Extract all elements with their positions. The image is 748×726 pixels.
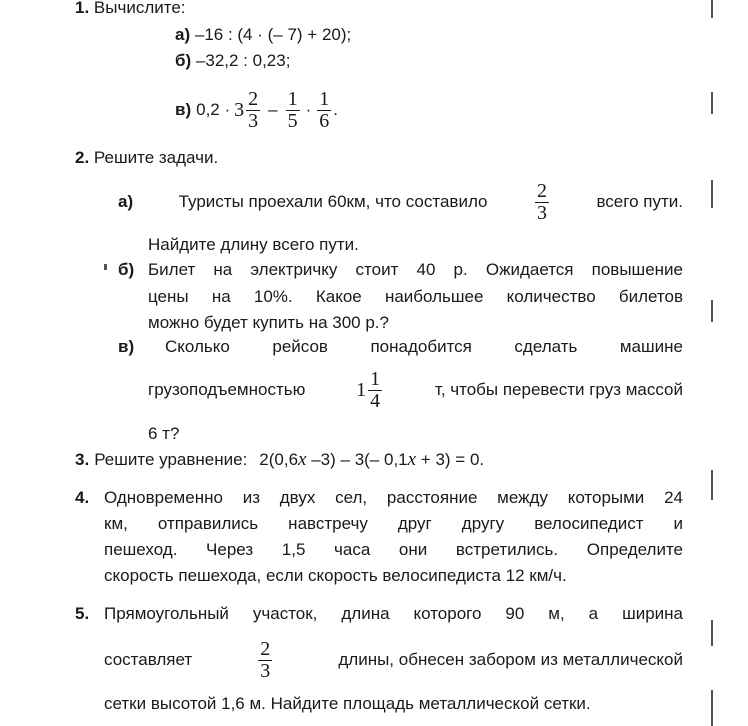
- task2-b-label-text: б): [118, 260, 135, 279]
- task1-c: [175, 78, 338, 142]
- fraction-numerator: 1: [370, 367, 381, 390]
- task2-number: 2.: [75, 148, 90, 167]
- fraction-denominator: 3: [536, 201, 547, 224]
- task3-eq-part2: –3) – 3(– 0,1: [311, 450, 408, 469]
- task4-number-text: 4.: [75, 488, 90, 507]
- fraction-numerator: 2: [536, 179, 547, 202]
- task2-a-fraction: [535, 181, 549, 224]
- task5-text2: длины, обнесен забором из металлической: [338, 650, 683, 669]
- task2-a-text1: Туристы проехали 60км, что составило: [178, 192, 488, 211]
- task2-b-line1: Билет на электричку стоит 40 р. Ожидается повышение: [148, 260, 683, 279]
- task1-header: [75, 0, 186, 18]
- task1-c-minus: –: [268, 100, 278, 119]
- task1-c-dot: ·: [305, 100, 312, 119]
- task2-c-line1: Сколько рейсов понадобится сделать машине: [165, 337, 683, 356]
- task2-a-line2: Найдите длину всего пути.: [148, 235, 359, 254]
- task2-c-text2: т, чтобы перевести груз массой: [434, 380, 683, 399]
- task5-fraction: [258, 639, 272, 682]
- task2-b-line2: цены на 10%. Какое наибольшее количество билетов: [148, 287, 683, 306]
- fraction-denominator: 3: [260, 659, 271, 682]
- task2-a-text2: всего пути.: [596, 192, 683, 211]
- fraction-numerator: 2: [248, 87, 259, 110]
- task2-b-line3: можно будет купить на 300 р.?: [148, 313, 389, 332]
- task5-number-text: 5.: [75, 604, 90, 623]
- task4-line4: скорость пешехода, если скорость велосипедиста 12 км/ч.: [104, 566, 567, 585]
- task1-c-fraction-3: [317, 89, 331, 132]
- task3-equation: [259, 449, 484, 471]
- task5-line3: сетки высотой 1,6 м. Найдите площадь металлической сетки.: [104, 694, 591, 713]
- task2-c-line3: 6 т?: [148, 424, 180, 443]
- task3-eq-var1: x: [298, 449, 307, 470]
- task3-line: [75, 449, 484, 471]
- task2-c-label-text: в): [118, 337, 135, 356]
- task2-c-text1: грузоподъемностью: [148, 380, 306, 399]
- scan-edge-mark: [711, 0, 713, 18]
- task1-number: 1.: [75, 0, 90, 17]
- scan-edge-mark: [711, 620, 713, 646]
- scan-dot-mark: [104, 264, 107, 270]
- task1-a: [175, 25, 351, 45]
- scan-edge-mark: [711, 690, 713, 726]
- fraction-numerator: 2: [260, 637, 271, 660]
- task4-line2: км, отправились навстречу друг другу велосипедист и: [104, 514, 683, 533]
- task3-number: 3.: [75, 450, 90, 469]
- task2-c-label: [118, 337, 134, 357]
- task1-c-label: в): [175, 100, 192, 119]
- task5-line1: Прямоугольный участок, длина которого 90 м, а ширина: [104, 604, 683, 623]
- fraction-denominator: 4: [370, 389, 381, 412]
- task1-c-fraction-1: [246, 89, 260, 132]
- task3-eq-part3: + 3) = 0.: [420, 450, 485, 469]
- task2-c-line2: [148, 360, 683, 420]
- task2-a-label: а): [118, 192, 134, 211]
- task1-c-lead: 0,2 ·: [196, 100, 231, 119]
- scan-edge-mark: [711, 300, 713, 322]
- fraction-denominator: 3: [248, 109, 259, 132]
- task5-number: [75, 604, 89, 624]
- task2-a-line1: [118, 172, 683, 232]
- task1-a-label: а): [175, 25, 191, 44]
- scan-edge-mark: [711, 470, 713, 500]
- task1-b-label: б): [175, 51, 192, 70]
- scan-edge-mark: [711, 92, 713, 114]
- task1-c-end: .: [333, 100, 339, 119]
- task4-line3: пешеход. Через 1,5 часа они встретились. Определите: [104, 540, 683, 559]
- fraction-denominator: 5: [287, 109, 298, 132]
- task1-title: Вычислите:: [93, 0, 186, 17]
- task1-b: [175, 51, 290, 71]
- fraction-denominator: 6: [319, 109, 330, 132]
- task2-c-whole: 1: [356, 378, 367, 401]
- task4-number: [75, 488, 89, 508]
- task2-title: Решите задачи.: [93, 148, 219, 167]
- fraction-numerator: 1: [287, 87, 298, 110]
- task2-header: [75, 148, 218, 168]
- task2-c-mixed-number: [356, 369, 384, 412]
- task5-line2: [104, 630, 683, 690]
- task2-c-fraction: [368, 369, 382, 412]
- task1-b-expression: –32,2 : 0,23;: [195, 51, 291, 70]
- task1-c-whole: 3: [234, 98, 245, 121]
- task3-eq-var2: x: [407, 449, 417, 470]
- fraction-numerator: 1: [319, 87, 330, 110]
- task3-eq-part1: 2(0,6: [259, 450, 299, 469]
- task3-title: Решите уравнение:: [94, 450, 248, 469]
- task1-a-expression: –16 : (4 · (– 7) + 20);: [194, 25, 352, 44]
- task5-text1: составляет: [104, 650, 193, 669]
- task2-b-label: [118, 260, 134, 280]
- task1-c-fraction-2: [286, 89, 300, 132]
- task4-line1: Одновременно из двух сел, расстояние между которыми 24: [104, 488, 683, 507]
- scan-edge-mark: [711, 180, 713, 208]
